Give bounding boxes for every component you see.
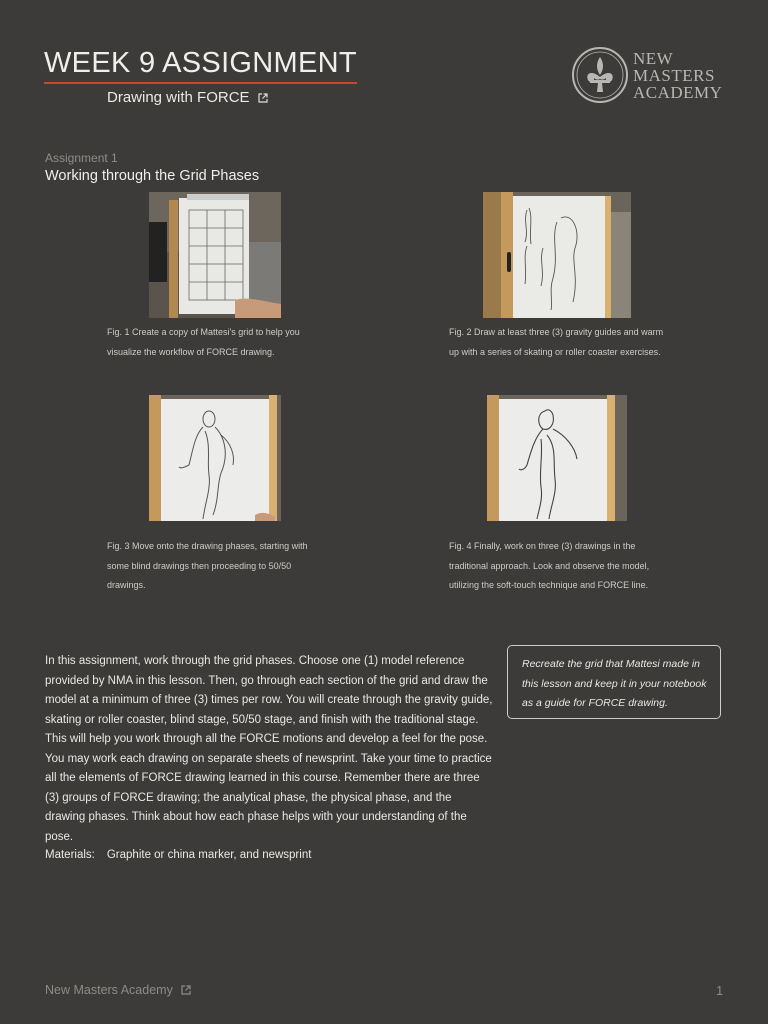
nma-logo <box>571 46 722 104</box>
page-title: WEEK 9 ASSIGNMENT <box>44 46 357 84</box>
materials-line <box>45 846 311 866</box>
figure-1-caption: Fig. 1 Create a copy of Mattesi's grid to help you visualize the workflow of FORCE drawing. <box>107 327 300 357</box>
footer-link-label: New Masters Academy <box>45 983 173 997</box>
fleur-de-lis-icon <box>571 46 629 104</box>
footer-link[interactable] <box>45 983 191 997</box>
figure-3-image <box>149 395 281 521</box>
figure-4-image <box>487 395 627 521</box>
logo-line: NEW <box>633 48 674 68</box>
figure-2-caption: Fig. 2 Draw at least three (3) gravity guides and warm up with a series of skating or roller coaster exercises. <box>449 327 664 357</box>
page-number: 1 <box>716 983 724 998</box>
assignment-title: Working through the Grid Phases <box>45 168 260 184</box>
materials-label: Materials: <box>45 849 95 861</box>
figure-3-caption: Fig. 3 Move onto the drawing phases, starting with some blind drawings then proceeding to 50/50 drawings. <box>107 541 308 590</box>
figure-1-image <box>149 192 281 318</box>
materials-value: Graphite or china marker, and newsprint <box>106 849 312 861</box>
assignment-description: In this assignment, work through the grid phases. Choose one (1) model reference provided by NMA in this lesson. Then, go through each section of the grid and draw the model at a minimum of three (3) times per row. You will create through the gravity guide, skating or roller coaster, blind stage, 50/50 stage, and finish with the traditional stage. This will help you work through all the FORCE motions and develop a feel for the pose. You may work each drawing on separate sheets of newsprint. Take your time to practice all the elements of FORCE drawing learned in this course. Remember there are three (3) groups of FORCE drawing; the analytical phase, the physical phase, and the drawing phases. Think about how each phase helps with your understanding of the pose. <box>45 655 493 843</box>
external-link-icon <box>258 93 268 103</box>
figure-2-image <box>483 192 631 318</box>
course-link-label: Drawing with FORCE <box>107 89 250 106</box>
logo-line: MASTERS <box>633 65 715 85</box>
assignment-number: Assignment 1 <box>45 151 118 165</box>
figure-4-caption: Fig. 4 Finally, work on three (3) drawings in the traditional approach. Look and observe the model, utilizing the soft-touch technique and FORCE line. <box>449 541 650 590</box>
external-link-icon <box>181 985 191 995</box>
course-link[interactable] <box>107 89 268 106</box>
tip-callout: Recreate the grid that Mattesi made in this lesson and keep it in your notebook as a guide for FORCE drawing. <box>507 645 721 719</box>
logo-line: ACADEMY <box>633 82 723 102</box>
